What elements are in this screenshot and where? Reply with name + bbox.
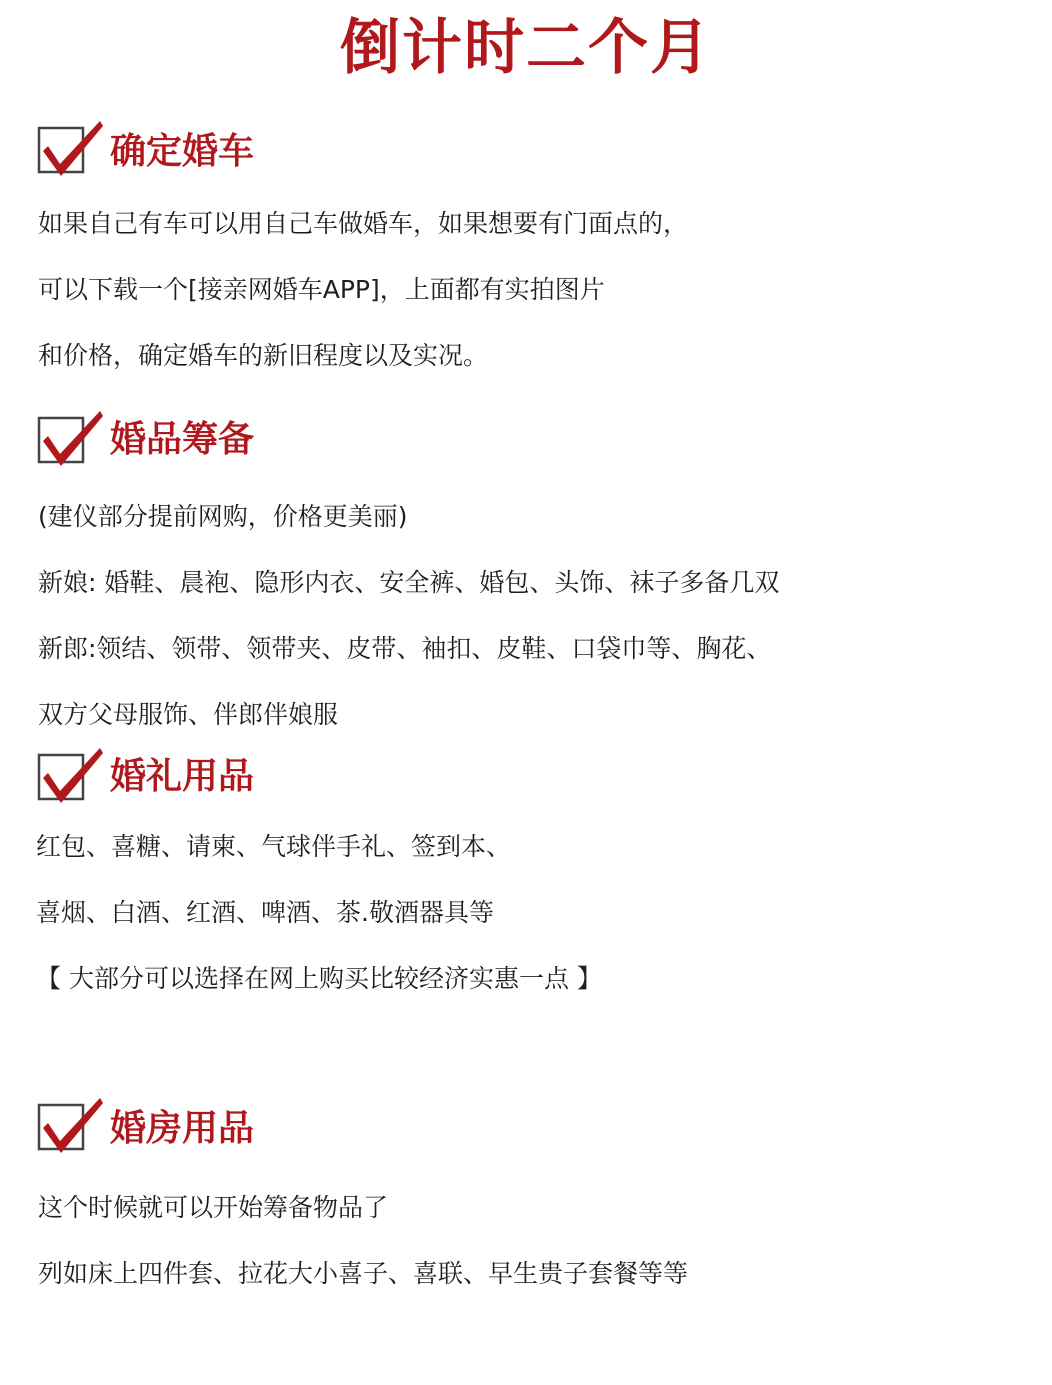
checkbox-check-icon (36, 118, 108, 178)
section-heading-bridal-room (36, 1095, 336, 1155)
text-line: (建仪部分提前网购，价格更美丽) (38, 502, 408, 531)
section-title: 婚礼用品 (110, 756, 255, 797)
section-title: 确定婚车 (110, 131, 255, 172)
checkbox-check-icon (36, 408, 108, 468)
checkbox-check-icon (36, 1095, 108, 1155)
section-heading-car (36, 118, 336, 178)
section-heading-items (36, 408, 336, 468)
text-line: 双方父母服饰、伴郎伴娘服 (38, 700, 339, 729)
section-heading-wedding-supplies (36, 745, 336, 805)
text-line: 如果自己有车可以用自己车做婚车，如果想要有门面点的， (38, 209, 689, 238)
section-title: 婚品筹备 (110, 419, 255, 460)
section-title: 婚房用品 (110, 1108, 255, 1149)
text-line: 和价格，确定婚车的新旧程度以及实况。 (38, 341, 489, 370)
checkbox-check-icon (36, 745, 108, 805)
text-line: 红包、喜糖、请柬、气球伴手礼、签到本、 (36, 832, 512, 861)
text-line: 这个时候就可以开始筹备物品了 (38, 1193, 389, 1222)
text-line: 新郎:领结、领带、领带夹、皮带、袖扣、皮鞋、口袋巾等、胸花、 (38, 634, 772, 663)
text-line: 列如床上四件套、拉花大小喜子、喜联、早生贵子套餐等等 (38, 1259, 689, 1288)
text-line: 可以下载一个[接亲网婚车APP]，上面都有实拍图片 (38, 275, 605, 304)
page-title: 倒计时二个月 (340, 13, 712, 83)
text-line: 新娘: 婚鞋、晨袍、隐形内衣、安全裤、婚包、头饰、袜子多备几双 (38, 568, 780, 597)
text-line: 喜烟、白酒、红酒、啤酒、茶.敬酒器具等 (36, 898, 494, 927)
text-line: 【 大部分可以选择在网上购买比较经济实惠一点 】 (36, 964, 602, 993)
